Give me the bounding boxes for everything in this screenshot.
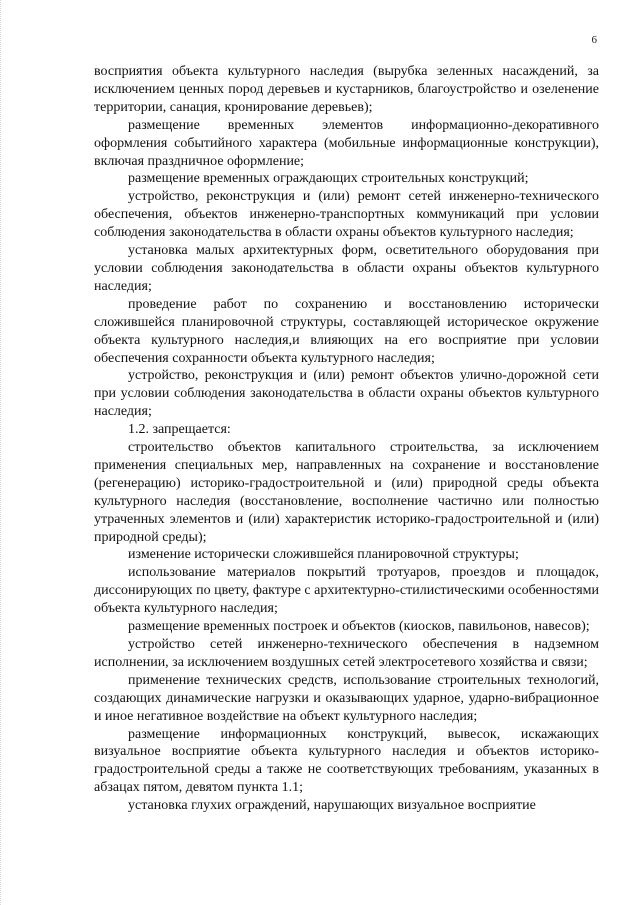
paragraph: размещение временных элементов информационно-декоративного оформления событийного характера (мобильные информационные конструкции), включая праздничное оформление; xyxy=(94,117,599,169)
paragraph: изменение исторически сложившейся планировочной структуры; xyxy=(128,547,519,563)
paragraph: установка малых архитектурных форм, осветительного оборудования при условии соблюдения законодательства в области охраны объектов культурного наследия; xyxy=(94,243,599,294)
paragraph: применение технических средств, использование строительных технологий, создающих динамические нагрузки и оказывающих ударное, ударно-вибрационное и иное негативное воздействие на объект культурного наследия; xyxy=(94,672,599,724)
paragraph: строительство объектов капитального строительства, за исключением применения специальных мер, направленных на сохранение и восстановление (регенерацию) историко-градостроительной и (или) природной среды объекта культурного наследия (восстановление, восполнение частично или полностью утраченных элементов и (или) характеристик историко-градостроительной и (или) природной среды); xyxy=(94,440,599,545)
paragraph: устройство, реконструкция и (или) ремонт объектов улично-дорожной сети при условии соблюдения законодательства в области охраны объектов культурного наследия; xyxy=(94,368,599,420)
paragraph: использование материалов покрытий тротуаров, проездов и площадок, диссонирующих по цвету, фактуре с архитектурно-стилистическими особенностями объекта культурного наследия; xyxy=(94,565,599,617)
document-body xyxy=(94,63,599,815)
page-number: 6 xyxy=(591,34,597,46)
paragraph: размещение информационных конструкций, вывесок, искажающих визуальное восприятие объекта культурного наследия и объектов историко-градостроительной среды а также не соответствующих требованиям, указанных в абзацах пятом, девятом пункта 1.1; xyxy=(94,726,599,796)
scan-edge xyxy=(0,0,5,905)
paragraph: установка глухих ограждений, нарушающих визуальное восприятие xyxy=(128,798,536,814)
paragraph: размещение временных построек и объектов (киосков, павильонов, навесов); xyxy=(128,619,590,635)
paragraph: проведение работ по сохранению и восстановлению исторически сложившейся планировочной структуры, составляющей историческое окружение объекта культурного наследия,и влияющих на его восприятие при условии обеспечения сохранности объекта культурного наследия; xyxy=(94,296,599,366)
paragraph: размещение временных ограждающих строительных конструкций; xyxy=(128,171,529,187)
paragraph: устройство, реконструкция и (или) ремонт сетей инженерно-технического обеспечения, объектов инженерно-транспортных коммуникаций при условии соблюдения законодательства в области охраны объектов культурного наследия; xyxy=(94,189,599,241)
section-heading: 1.2. запрещается: xyxy=(128,422,231,438)
paragraph: восприятия объекта культурного наследия (вырубка зеленных насаждений, за исключением ценных пород деревьев и кустарников, благоустройство и озеленение территории, санация, кронирование деревьев); xyxy=(94,64,599,115)
paragraph: устройство сетей инженерно-технического обеспечения в надземном исполнении, за исключением воздушных сетей электросетевого хозяйства и связи; xyxy=(94,637,599,670)
